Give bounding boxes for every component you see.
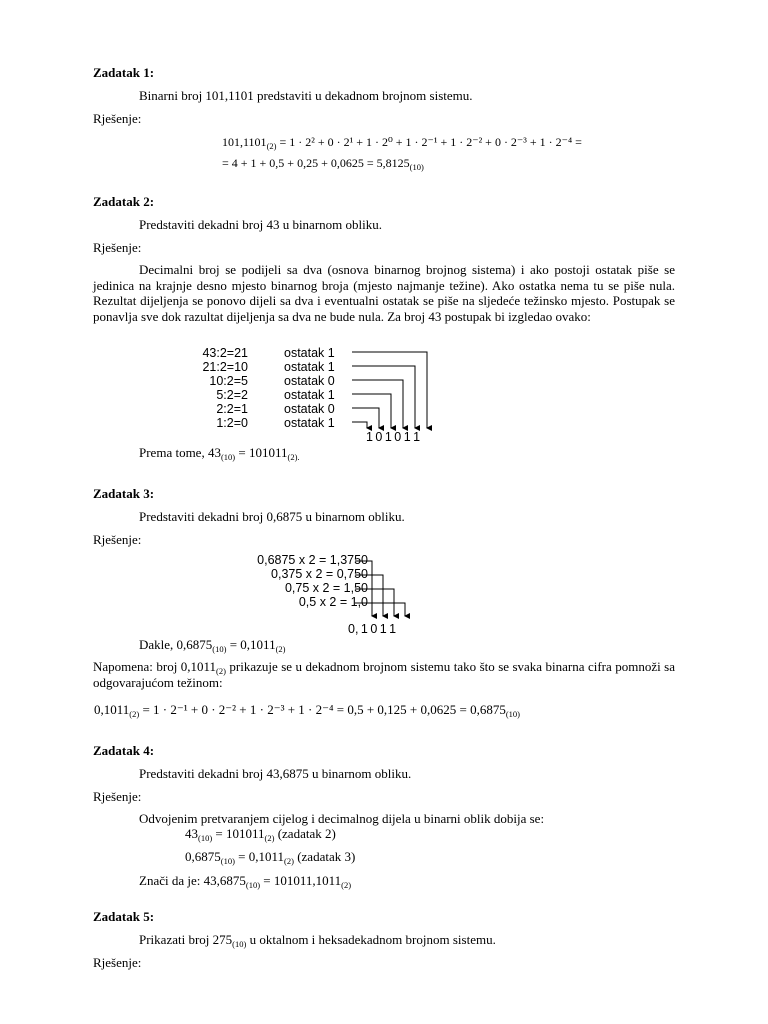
value: 43: [185, 826, 198, 841]
note-text-rest: prikazuje se u dekadnom brojnom sistemu tako što se svaka binarna cifra pomnoži sa odgovarajućom težinom:: [93, 659, 675, 690]
division-step: 5:2=2: [216, 388, 248, 402]
note-text: Napomena: broj 0,1011: [93, 659, 217, 674]
arrow-remainder-1: [352, 352, 427, 428]
conclusion-text: Prema tome, 43: [139, 445, 221, 460]
conclusion-result: = 0,1011: [226, 637, 276, 652]
task4-intro: Odvojenim pretvaranjem cijelog i decimalnog dijela u binarni oblik dobija se:: [139, 811, 545, 826]
task1-solution-label: Rješenje:: [93, 111, 142, 126]
arrow-remainder-2: [352, 366, 415, 428]
task3-conclusion: [139, 637, 286, 653]
task1-eq2-base: (10): [409, 162, 424, 172]
task1-eq-lhs: 101,1101: [222, 135, 267, 149]
task3-heading: Zadatak 3:: [93, 486, 155, 501]
task5-heading: Zadatak 5:: [93, 909, 155, 924]
division-step: 10:2=5: [209, 374, 248, 388]
task1-statement: Binarni broj 101,1101 predstaviti u dekadnom brojnom sistemu.: [139, 88, 473, 103]
task2-statement: Predstaviti dekadni broj 43 u binarnom obliku.: [139, 217, 382, 232]
task3-solution-label: Rješenje:: [93, 532, 142, 547]
task2-explanation-text: Decimalni broj se podijeli sa dva (osnova binarnog brojnog sistema) i ako postoji ostatak piše se jedinica na krajnje desno mjesto binarnog broja (mjesto najmanje težine). Ako ostatka nema tu se piše nula. Rezultat dijeljenja se ponovo dijeli sa dva i eventualni ostatak se piše na sljedeće težinsko mjesto. Postupak se ponavlja sve dok razultat dijeljenja sa dva ne bude nula. Za broj 43 postupak bi izgledao ovako:: [93, 262, 675, 324]
statement-text: Prikazati broj 275: [139, 932, 233, 947]
task5-statement: [139, 932, 496, 948]
value: = 0,1011: [234, 849, 285, 864]
task1-eq-lhs-base: (2): [266, 141, 277, 151]
multiplication-step: 0,6875 x 2 = 1,3750: [257, 553, 368, 567]
task4-conclusion: [139, 873, 351, 889]
task2-solution-label: Rješenje:: [93, 240, 142, 255]
base-2: (2): [341, 880, 352, 890]
multiplication-step: 0,5 x 2 = 1,0: [298, 595, 368, 609]
division-step: 43:2=21: [202, 346, 248, 360]
multiplication-step: 0,75 x 2 = 1,50: [284, 581, 368, 595]
base-10: (10): [220, 856, 235, 866]
base-2: (2).: [287, 452, 300, 462]
task2-heading: Zadatak 2:: [93, 194, 155, 209]
base-2: (2): [284, 856, 294, 866]
conclusion-text: Dakle, 0,6875: [139, 637, 213, 652]
task3-equation: [94, 702, 520, 718]
task4-line-fraction: [185, 849, 355, 865]
base-10: (10): [198, 833, 213, 843]
eq-lhs-base: (2): [129, 709, 140, 719]
task1-heading: Zadatak 1:: [93, 65, 155, 80]
base-2: (2): [216, 666, 226, 676]
task2-conclusion: [139, 445, 300, 461]
conclusion-result: = 101011: [235, 445, 288, 460]
remainder: ostatak 0: [284, 402, 335, 416]
base-10: (10): [212, 644, 227, 654]
base-10: (10): [232, 939, 247, 949]
task4-statement: Predstaviti dekadni broj 43,6875 u binarnom obliku.: [139, 766, 412, 781]
reference: (zadatak 3): [293, 849, 356, 864]
value: = 101011: [212, 826, 265, 841]
task1-eq-rhs: = 1 · 2² + 0 · 2¹ + 1 · 2⁰ + 1 · 2⁻¹ + 1 · 2⁻² + 0 · 2⁻³ + 1 · 2⁻⁴ =: [279, 135, 582, 149]
conclusion-text: Znači da je: 43,6875: [139, 873, 246, 888]
division-step: 21:2=10: [202, 360, 248, 374]
value: 0,6875: [185, 849, 221, 864]
task4-line-integer: [185, 826, 336, 842]
task4-solution-label: Rješenje:: [93, 789, 142, 804]
multiplication-step: 0,375 x 2 = 0,750: [271, 567, 368, 581]
division-step: 2:2=1: [216, 402, 248, 416]
arrow-remainder-4: [352, 394, 391, 428]
arrow-remainder-5: [352, 408, 379, 428]
base-10: (10): [245, 880, 261, 890]
task4-heading: Zadatak 4:: [93, 743, 155, 758]
statement-text-rest: u oktalnom i heksadekadnom brojnom sistemu.: [246, 932, 496, 947]
remainder: ostatak 1: [284, 346, 335, 360]
conclusion-result: = 101011,1011: [260, 873, 342, 888]
arrow-remainder-6: [352, 422, 367, 428]
remainder: ostatak 1: [284, 416, 335, 430]
base-2: (2): [264, 833, 275, 843]
task5-solution-label: Rješenje:: [93, 955, 142, 970]
remainder: ostatak 1: [284, 360, 335, 374]
binary-result: 1 0 1 0 1 1: [366, 430, 421, 444]
task3-note: [93, 659, 675, 690]
division-step: 1:2=0: [216, 416, 248, 430]
eq-lhs: 0,1011: [94, 702, 130, 717]
eq-rhs-base: (10): [505, 709, 521, 719]
binary-fraction-result: 0, 1 0 1 1: [348, 622, 397, 636]
arrow-remainder-3: [352, 380, 403, 428]
task3-statement: Predstaviti dekadni broj 0,6875 u binarnom obliku.: [139, 509, 405, 524]
base-10: (10): [220, 452, 236, 462]
task1-eq2-text: = 4 + 1 + 0,5 + 0,25 + 0,0625 = 5,8125: [222, 156, 410, 170]
remainder: ostatak 1: [284, 388, 335, 402]
eq-rhs: = 1 · 2⁻¹ + 0 · 2⁻² + 1 · 2⁻³ + 1 · 2⁻⁴ = 0,5 + 0,125 + 0,0625 = 0,6875: [142, 702, 506, 717]
base-2: (2): [275, 644, 286, 654]
reference: (zadatak 2): [274, 826, 336, 841]
remainder: ostatak 0: [284, 374, 335, 388]
